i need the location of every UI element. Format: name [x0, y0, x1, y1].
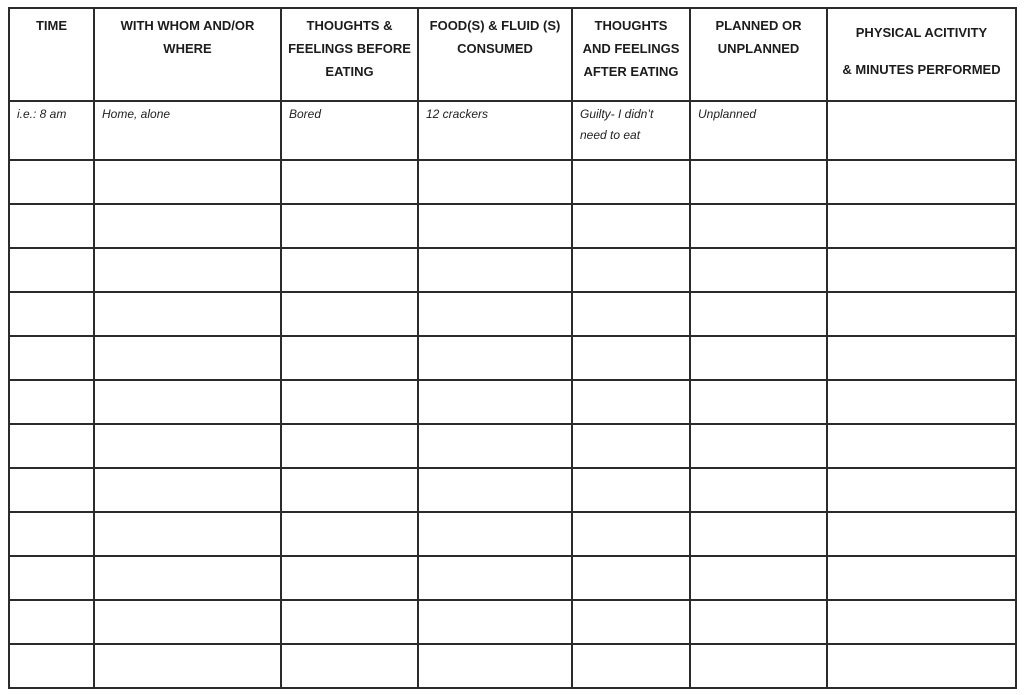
table-row [9, 248, 1016, 292]
entry-cell[interactable] [690, 160, 827, 204]
entry-cell[interactable] [281, 160, 418, 204]
entry-cell[interactable] [94, 248, 281, 292]
entry-cell[interactable] [281, 248, 418, 292]
example-row [9, 101, 1016, 160]
entry-cell[interactable] [690, 556, 827, 600]
table-row [9, 292, 1016, 336]
example-food: 12 crackers [418, 101, 572, 160]
example-thoughts-after: Guilty- I didn’t need to eat [572, 101, 690, 160]
entry-cell[interactable] [9, 160, 94, 204]
entry-cell[interactable] [690, 336, 827, 380]
entry-cell[interactable] [690, 468, 827, 512]
entry-cell[interactable] [9, 644, 94, 688]
example-with-whom: Home, alone [94, 101, 281, 160]
entry-cell[interactable] [281, 380, 418, 424]
entry-cell[interactable] [418, 248, 572, 292]
header-food-fluid: FOOD(S) & FLUID (S) CONSUMED [418, 8, 572, 101]
header-with-whom-where: WITH WHOM AND/OR WHERE [94, 8, 281, 101]
entry-cell[interactable] [572, 160, 690, 204]
entry-cell[interactable] [94, 644, 281, 688]
table-row [9, 204, 1016, 248]
entry-cell[interactable] [827, 556, 1016, 600]
entry-cell[interactable] [572, 644, 690, 688]
entry-cell[interactable] [281, 644, 418, 688]
entry-cell[interactable] [9, 556, 94, 600]
entry-cell[interactable] [418, 512, 572, 556]
table-row [9, 468, 1016, 512]
entry-cell[interactable] [572, 512, 690, 556]
entry-cell[interactable] [281, 204, 418, 248]
entry-cell[interactable] [94, 204, 281, 248]
entry-cell[interactable] [418, 468, 572, 512]
entry-cell[interactable] [9, 248, 94, 292]
table-row [9, 512, 1016, 556]
example-planned: Unplanned [690, 101, 827, 160]
entry-cell[interactable] [572, 248, 690, 292]
entry-cell[interactable] [94, 468, 281, 512]
entry-cell[interactable] [572, 336, 690, 380]
entry-cell[interactable] [281, 424, 418, 468]
header-time: TIME [9, 8, 94, 101]
entry-cell[interactable] [281, 600, 418, 644]
entry-cell[interactable] [827, 336, 1016, 380]
header-planned: PLANNED OR UNPLANNED [690, 8, 827, 101]
entry-cell[interactable] [418, 380, 572, 424]
table-row [9, 424, 1016, 468]
entry-cell[interactable] [9, 380, 94, 424]
entry-cell[interactable] [690, 380, 827, 424]
entry-cell[interactable] [572, 600, 690, 644]
entry-cell[interactable] [94, 336, 281, 380]
entry-cell[interactable] [690, 644, 827, 688]
table-row [9, 160, 1016, 204]
entry-cell[interactable] [572, 424, 690, 468]
entry-cell[interactable] [94, 556, 281, 600]
entry-cell[interactable] [690, 248, 827, 292]
entry-cell[interactable] [9, 512, 94, 556]
header-thoughts-before: THOUGHTS & FEELINGS BEFORE EATING [281, 8, 418, 101]
entry-cell[interactable] [418, 336, 572, 380]
entry-cell[interactable] [827, 380, 1016, 424]
food-diary-table [8, 7, 1017, 689]
entry-cell[interactable] [572, 468, 690, 512]
entry-cell[interactable] [572, 204, 690, 248]
entry-cell[interactable] [418, 292, 572, 336]
table-row [9, 556, 1016, 600]
entry-cell[interactable] [690, 204, 827, 248]
table-row [9, 380, 1016, 424]
entry-cell[interactable] [827, 424, 1016, 468]
entry-cell[interactable] [418, 424, 572, 468]
entry-cell[interactable] [281, 292, 418, 336]
header-thoughts-after: THOUGHTS AND FEELINGS AFTER EATING [572, 8, 690, 101]
entry-cell[interactable] [9, 204, 94, 248]
entry-cell[interactable] [94, 160, 281, 204]
entry-cell[interactable] [418, 204, 572, 248]
entry-cell[interactable] [572, 556, 690, 600]
entry-cell[interactable] [9, 468, 94, 512]
entry-cell[interactable] [281, 336, 418, 380]
example-thoughts-before: Bored [281, 101, 418, 160]
entry-cell[interactable] [281, 512, 418, 556]
entry-cell[interactable] [94, 292, 281, 336]
entry-cell[interactable] [94, 380, 281, 424]
example-activity [827, 101, 1016, 160]
entry-cell[interactable] [690, 292, 827, 336]
table-row [9, 600, 1016, 644]
entry-cell[interactable] [827, 468, 1016, 512]
entry-cell[interactable] [827, 600, 1016, 644]
entry-cell[interactable] [94, 512, 281, 556]
header-row [9, 8, 1016, 101]
entry-cell[interactable] [827, 248, 1016, 292]
entry-cell[interactable] [572, 292, 690, 336]
entry-cell[interactable] [94, 600, 281, 644]
entry-cell[interactable] [827, 644, 1016, 688]
entry-cell[interactable] [690, 600, 827, 644]
entry-cell[interactable] [418, 556, 572, 600]
entry-cell[interactable] [690, 512, 827, 556]
entry-cell[interactable] [418, 600, 572, 644]
entry-cell[interactable] [281, 556, 418, 600]
example-time: i.e.: 8 am [9, 101, 94, 160]
entry-cell[interactable] [418, 160, 572, 204]
entry-cell[interactable] [690, 424, 827, 468]
entry-cell[interactable] [827, 204, 1016, 248]
entry-cell[interactable] [827, 160, 1016, 204]
table-row [9, 336, 1016, 380]
entry-cell[interactable] [94, 424, 281, 468]
entry-cell[interactable] [827, 512, 1016, 556]
entry-cell[interactable] [9, 600, 94, 644]
entry-cell[interactable] [418, 644, 572, 688]
entry-cell[interactable] [281, 468, 418, 512]
entry-cell[interactable] [9, 292, 94, 336]
entry-cell[interactable] [9, 336, 94, 380]
table-row [9, 644, 1016, 688]
entry-cell[interactable] [9, 424, 94, 468]
entry-cell[interactable] [827, 292, 1016, 336]
entry-cell[interactable] [572, 380, 690, 424]
header-physical-activity: PHYSICAL ACITIVITY & MINUTES PERFORMED [827, 8, 1016, 101]
